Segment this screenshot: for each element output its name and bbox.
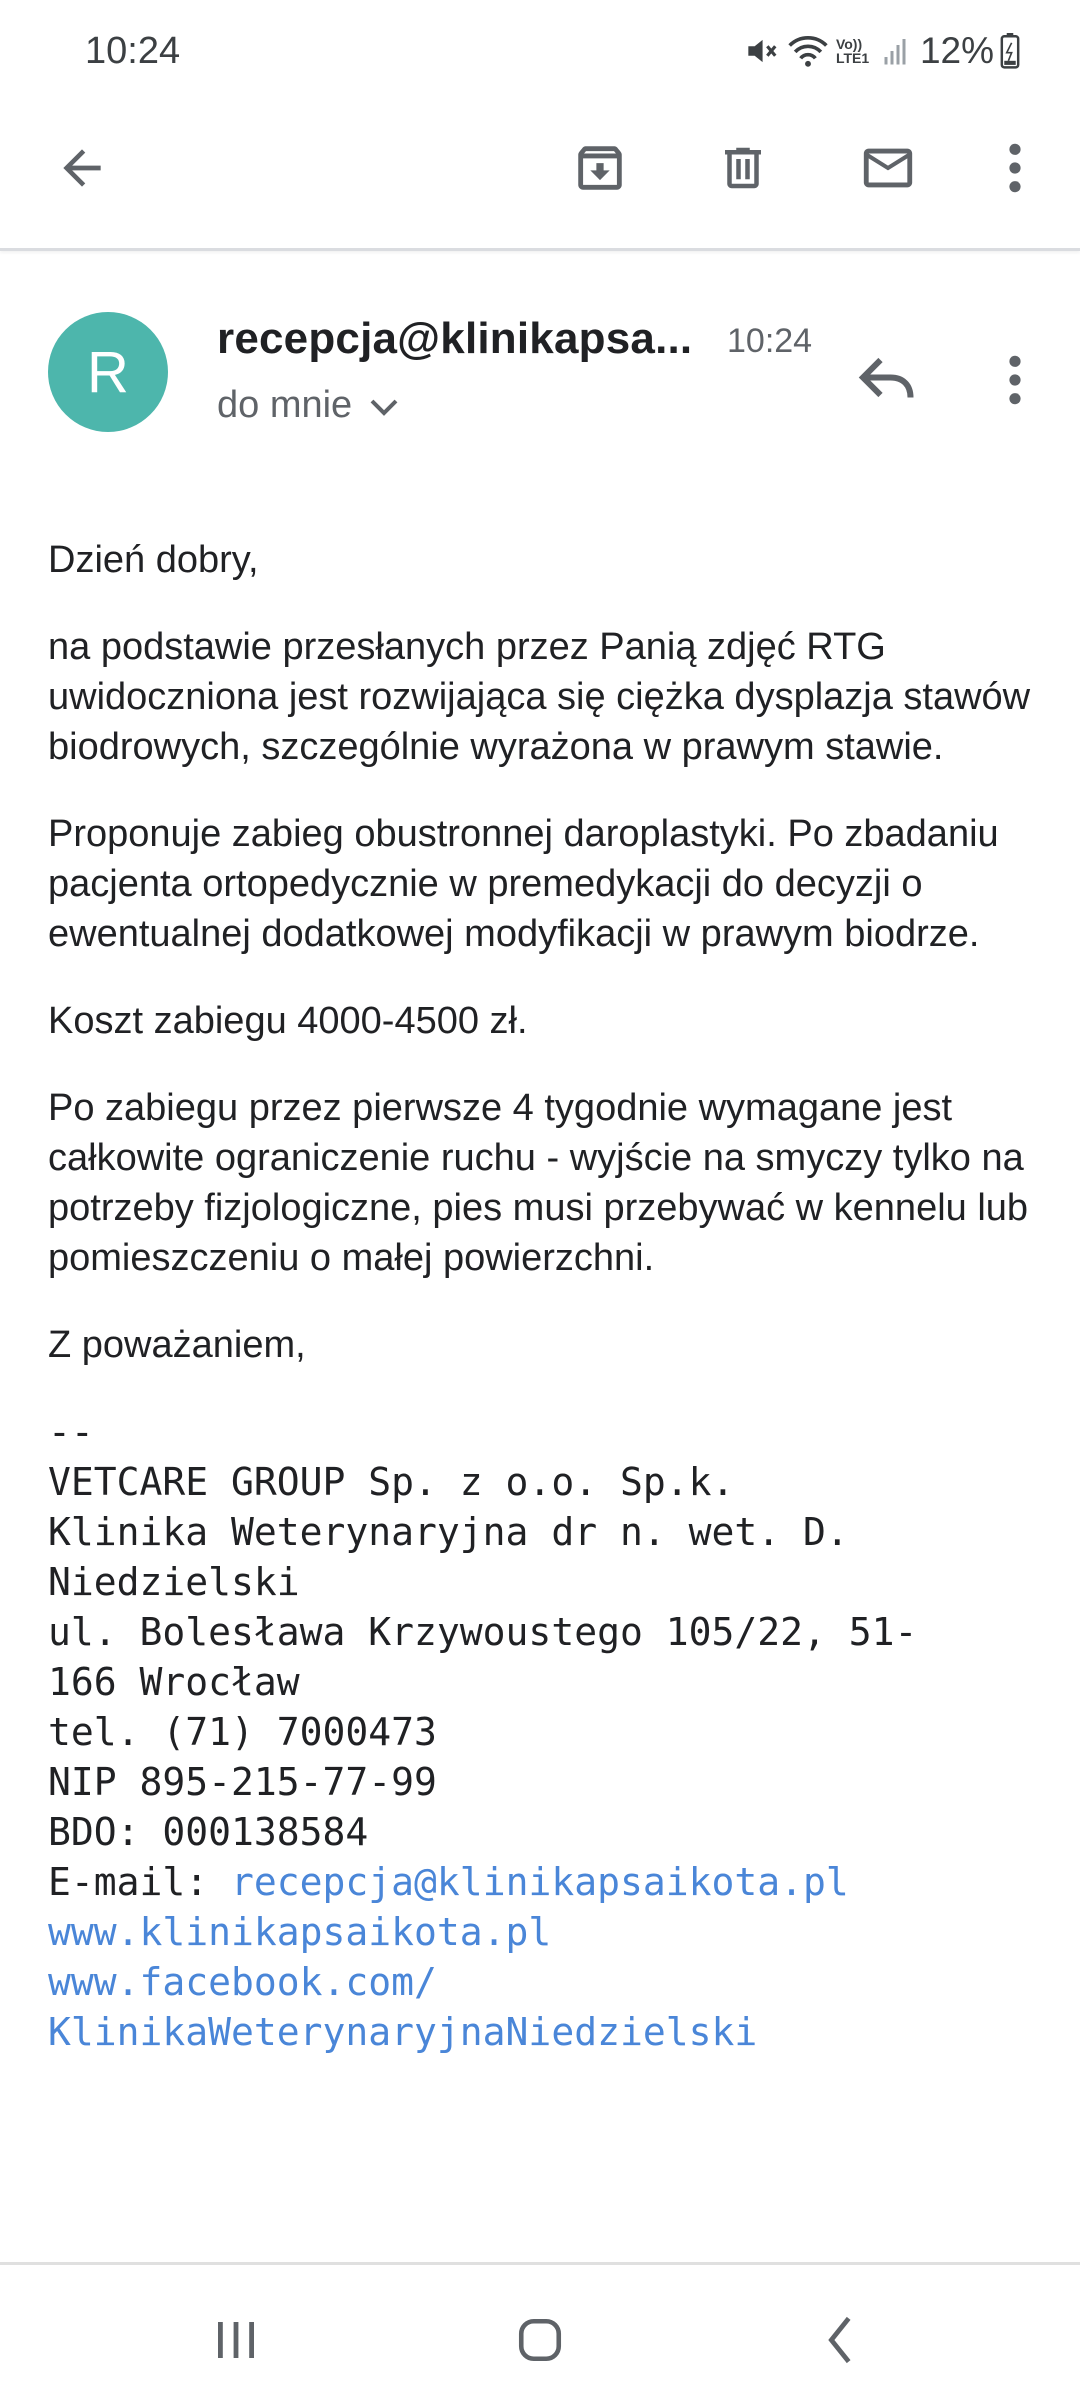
mute-icon [742,32,780,70]
greeting: Dzień dobry, [48,539,259,581]
body-paragraph-4: Po zabiegu przez pierwsze 4 tygodnie wymagane jest całkowite ograniczenie ruchu - wyjście na smyczy tylko na potrzeby fizjologiczne, pies musi przebywać w kennelu lub pomieszczeniu o małej powierzchni. [48,1087,1029,1279]
signature-separator: -- [48,1410,94,1454]
signature-website-link[interactable]: www.klinikapsaikota.pl [48,1910,552,1954]
email-header [0,300,1080,460]
mail-icon[interactable] [848,128,928,208]
signature-address-1: ul. Bolesława Krzywoustego 105/22, 51- [48,1610,918,1654]
body-paragraph-2: Proponuje zabieg obustronnej daroplastyki. Po zbadaniu pacjenta ortopedycznie w premedykacji do decyzji o ewentualnej dodatkowej modyfikacji w prawym biodrze. [48,813,999,955]
battery-icon [1000,33,1020,69]
sender-name[interactable]: recepcja@klinikapsa... [217,314,693,363]
arrow-back-icon[interactable] [42,128,122,208]
home-icon[interactable] [500,2305,580,2375]
signature-phone: tel. (71) 7000473 [48,1710,437,1754]
closing: Z poważaniem, [48,1324,306,1366]
signature-facebook-link-2[interactable]: KlinikaWeterynaryjnaNiedzielski [48,2010,758,2054]
signature-email-row [48,1857,1038,1907]
signature-address-2: 166 Wrocław [48,1660,300,1704]
trash-icon[interactable] [703,128,783,208]
message-more-icon[interactable] [975,340,1055,420]
status-time: 10:24 [85,30,181,72]
signature-clinic-2: Niedzielski [48,1560,300,1604]
email-toolbar [0,100,1080,251]
signature-nip: NIP 895-215-77-99 [48,1760,437,1804]
system-nav-bar [0,2262,1080,2403]
archive-icon[interactable] [560,128,640,208]
signature-facebook-link-1[interactable]: www.facebook.com/ [48,1960,437,2004]
recents-icon[interactable] [196,2305,276,2375]
recipient-details[interactable] [217,384,398,427]
signature-company: VETCARE GROUP Sp. z o.o. Sp.k. [48,1460,735,1504]
status-icons [742,28,1020,74]
recipient-label: do mnie [217,384,353,426]
signature-email-label: E-mail: [48,1860,232,1904]
signature [48,1407,1038,2057]
chevron-down-icon [370,384,398,427]
signal-icon [882,36,908,66]
status-bar [0,0,1080,100]
email-body [48,535,1038,2057]
wifi-icon [786,32,830,70]
signature-email-link[interactable]: recepcja@klinikapsaikota.pl [231,1860,849,1904]
back-chevron-icon[interactable] [800,2305,880,2375]
signature-clinic-1: Klinika Weterynaryjna dr n. wet. D. [48,1510,849,1554]
battery-percent: 12% [919,30,994,71]
email-time: 10:24 [727,322,813,360]
signature-bdo: BDO: 000138584 [48,1810,369,1854]
more-vert-icon[interactable] [975,128,1055,208]
volte-icon: Vo)) LTE1 [835,36,870,66]
body-paragraph-1: na podstawie przesłanych przez Panią zdjęć RTG uwidoczniona jest rozwijająca się ciężka dysplazja stawów biodrowych, szczególnie wyrażona w prawym stawie. [48,626,1031,768]
avatar[interactable]: R [48,312,168,432]
reply-icon[interactable] [848,340,928,420]
body-paragraph-3: Koszt zabiegu 4000-4500 zł. [48,1000,528,1042]
